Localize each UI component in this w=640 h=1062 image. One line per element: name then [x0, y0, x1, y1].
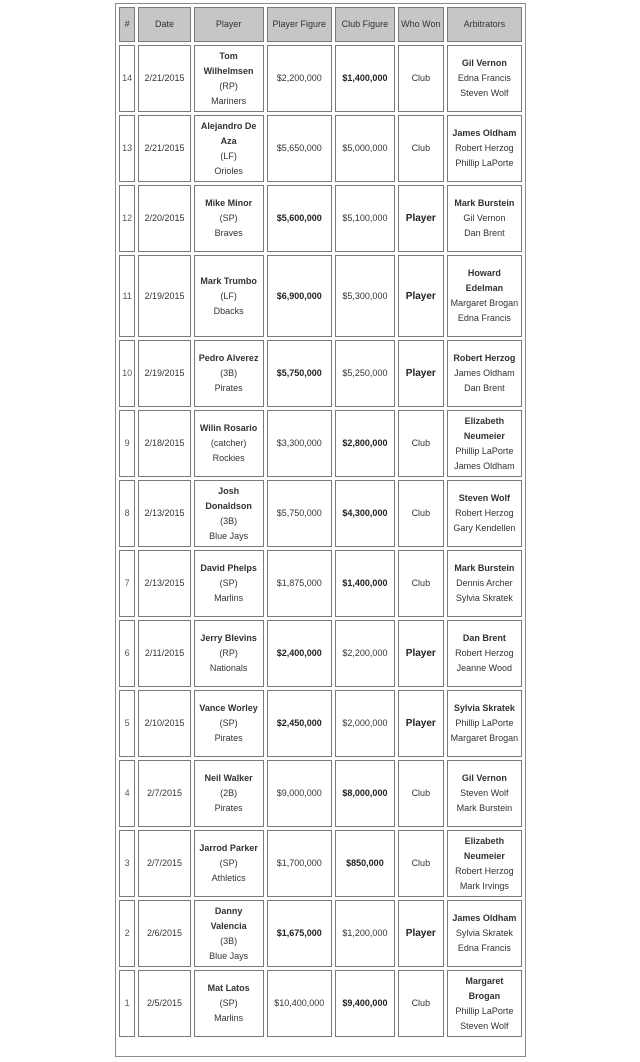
row-player-figure: $1,700,000	[267, 830, 332, 897]
player-name: Mat Latos	[207, 983, 250, 993]
row-player	[194, 550, 264, 617]
arbitrator-name: Mark Burstein	[454, 563, 515, 573]
row-winner: Club	[398, 115, 444, 182]
player-team: Pirates	[214, 803, 243, 813]
arbitrator-name: Dan Brent	[462, 633, 506, 643]
arbitrator-name: James Oldham	[452, 913, 517, 923]
row-winner: Club	[398, 970, 444, 1037]
row-winner: Club	[398, 480, 444, 547]
row-player-figure: $10,400,000	[267, 970, 332, 1037]
player-position: (SP)	[219, 718, 238, 728]
arbitrator-name: Dennis Archer	[456, 578, 513, 588]
row-date: 2/19/2015	[138, 340, 190, 407]
arbitrator-name: Jeanne Wood	[456, 663, 513, 673]
row-club-figure: $1,200,000	[335, 900, 395, 967]
table-row	[119, 760, 522, 827]
player-name: Pedro Alverez	[198, 353, 259, 363]
player-team: Pirates	[214, 733, 243, 743]
arbitrator-name: Dan Brent	[464, 383, 505, 393]
row-club-figure: $2,200,000	[335, 620, 395, 687]
arbitrator-name: Robert Herzog	[455, 508, 514, 518]
row-player-figure: $1,675,000	[267, 900, 332, 967]
arbitrator-name: Robert Herzog	[455, 648, 514, 658]
row-club-figure: $5,300,000	[335, 255, 395, 337]
player-team: Mariners	[211, 95, 247, 106]
player-position: (3B)	[220, 935, 238, 946]
row-date: 2/7/2015	[138, 830, 190, 897]
row-winner: Player	[398, 185, 444, 252]
player-name: Josh Donaldson	[205, 485, 252, 511]
row-number: 11	[119, 255, 135, 337]
row-arbitrators	[447, 340, 522, 407]
row-winner: Player	[398, 900, 444, 967]
arbitrator-name: Gil Vernon	[461, 58, 507, 68]
arbitrator-name: Mark Irvings	[459, 880, 509, 891]
player-name: Danny Valencia	[210, 905, 247, 931]
player-team: Blue Jays	[209, 530, 249, 541]
player-name: Neil Walker	[204, 773, 253, 783]
row-date: 2/21/2015	[138, 115, 190, 182]
arbitrator-name: Margaret Brogan	[450, 298, 519, 308]
arbitrator-name: Sylvia Skratek	[455, 928, 513, 938]
player-team: Blue Jays	[209, 950, 249, 961]
arbitrator-name: Steven Wolf	[460, 1020, 509, 1031]
row-winner: Club	[398, 830, 444, 897]
player-name: Mark Trumbo	[200, 275, 257, 286]
row-number: 8	[119, 480, 135, 547]
row-arbitrators	[447, 255, 522, 337]
table-row	[119, 255, 522, 337]
arbitrator-name: Margaret Brogan	[450, 733, 519, 743]
row-player	[194, 255, 264, 337]
row-club-figure: $4,300,000	[335, 480, 395, 547]
header-club-figure: Club Figure	[335, 7, 395, 42]
table-row	[119, 410, 522, 477]
row-number: 13	[119, 115, 135, 182]
arbitrator-name: Edna Francis	[457, 313, 511, 323]
row-arbitrators	[447, 410, 522, 477]
row-club-figure: $2,800,000	[335, 410, 395, 477]
arbitrator-name: Phillip LaPorte	[455, 718, 514, 728]
player-name: Jarrod Parker	[199, 843, 258, 853]
row-number: 9	[119, 410, 135, 477]
row-club-figure: $9,400,000	[335, 970, 395, 1037]
row-number: 7	[119, 550, 135, 617]
arbitrator-name: Margaret Brogan	[465, 975, 504, 1001]
row-date: 2/6/2015	[138, 900, 190, 967]
player-position: (SP)	[219, 213, 238, 223]
row-player	[194, 340, 264, 407]
player-position: (RP)	[219, 80, 238, 91]
player-team: Pirates	[214, 383, 243, 393]
arbitrator-name: James Oldham	[454, 368, 515, 378]
row-player	[194, 900, 264, 967]
player-position: (LF)	[220, 290, 237, 301]
row-number: 10	[119, 340, 135, 407]
player-position: (LF)	[220, 150, 237, 161]
row-player-figure: $2,450,000	[267, 690, 332, 757]
player-team: Dbacks	[213, 305, 244, 316]
row-date: 2/18/2015	[138, 410, 190, 477]
row-club-figure: $5,100,000	[335, 185, 395, 252]
header-player: Player	[194, 7, 264, 42]
arbitrator-name: Steven Wolf	[460, 88, 509, 98]
row-number: 4	[119, 760, 135, 827]
row-arbitrators	[447, 115, 522, 182]
player-position: (3B)	[220, 368, 238, 378]
row-club-figure: $5,250,000	[335, 340, 395, 407]
row-player-figure: $5,650,000	[267, 115, 332, 182]
player-name: Wilin Rosario	[199, 423, 258, 433]
header-who-won: Who Won	[398, 7, 444, 42]
table-row	[119, 185, 522, 252]
player-position: (SP)	[219, 998, 238, 1008]
arbitrator-name: Elizabeth Neumeier	[463, 835, 505, 861]
table-row	[119, 480, 522, 547]
table-row	[119, 550, 522, 617]
header-row	[119, 7, 522, 42]
row-club-figure: $5,000,000	[335, 115, 395, 182]
arbitrator-name: Gil Vernon	[461, 773, 507, 783]
row-club-figure: $2,000,000	[335, 690, 395, 757]
row-player	[194, 760, 264, 827]
player-name: Mike Minor	[205, 198, 253, 208]
table-row	[119, 340, 522, 407]
table-row	[119, 900, 522, 967]
player-name: David Phelps	[200, 563, 257, 573]
arbitrator-name: Edna Francis	[457, 943, 511, 953]
player-team: Orioles	[214, 165, 243, 176]
row-player	[194, 970, 264, 1037]
arbitrator-name: Mark Burstein	[454, 198, 515, 208]
player-name: Tom Wilhelmsen	[203, 50, 254, 76]
arbitrator-name: Robert Herzog	[455, 865, 514, 876]
row-number: 6	[119, 620, 135, 687]
table-row	[119, 830, 522, 897]
row-date: 2/21/2015	[138, 45, 190, 112]
table-row	[119, 690, 522, 757]
row-number: 5	[119, 690, 135, 757]
row-club-figure: $1,400,000	[335, 45, 395, 112]
row-date: 2/13/2015	[138, 480, 190, 547]
header-date: Date	[138, 7, 190, 42]
row-player	[194, 480, 264, 547]
player-name: Jerry Blevins	[200, 633, 257, 643]
row-winner: Club	[398, 45, 444, 112]
row-winner: Player	[398, 690, 444, 757]
row-player	[194, 620, 264, 687]
arbitrator-name: Phillip LaPorte	[455, 158, 514, 168]
arbitrator-name: Steven Wolf	[460, 788, 509, 798]
player-team: Braves	[214, 228, 243, 238]
row-arbitrators	[447, 480, 522, 547]
row-player-figure: $2,200,000	[267, 45, 332, 112]
row-winner: Club	[398, 550, 444, 617]
row-winner: Club	[398, 760, 444, 827]
arbitrator-name: Mark Burstein	[456, 803, 513, 813]
row-player-figure: $5,750,000	[267, 340, 332, 407]
player-position: (SP)	[219, 578, 238, 588]
row-arbitrators	[447, 830, 522, 897]
row-player	[194, 690, 264, 757]
row-club-figure: $1,400,000	[335, 550, 395, 617]
arbitrator-name: Gil Vernon	[463, 213, 506, 223]
row-winner: Player	[398, 255, 444, 337]
row-winner: Player	[398, 340, 444, 407]
row-player-figure: $9,000,000	[267, 760, 332, 827]
table-row	[119, 115, 522, 182]
row-arbitrators	[447, 185, 522, 252]
row-player-figure: $1,875,000	[267, 550, 332, 617]
row-player	[194, 410, 264, 477]
arbitrator-name: Phillip LaPorte	[455, 1005, 514, 1016]
row-date: 2/7/2015	[138, 760, 190, 827]
row-date: 2/5/2015	[138, 970, 190, 1037]
row-number: 2	[119, 900, 135, 967]
row-winner: Player	[398, 620, 444, 687]
row-date: 2/10/2015	[138, 690, 190, 757]
row-arbitrators	[447, 900, 522, 967]
arbitrator-name: Elizabeth Neumeier	[463, 415, 505, 441]
row-player-figure: $3,300,000	[267, 410, 332, 477]
arbitrator-name: Edna Francis	[457, 73, 511, 83]
row-arbitrators	[447, 970, 522, 1037]
row-date: 2/19/2015	[138, 255, 190, 337]
row-player	[194, 45, 264, 112]
player-team: Athletics	[211, 873, 246, 883]
row-player-figure: $2,400,000	[267, 620, 332, 687]
row-club-figure: $8,000,000	[335, 760, 395, 827]
row-player-figure: $6,900,000	[267, 255, 332, 337]
row-number: 12	[119, 185, 135, 252]
row-player	[194, 830, 264, 897]
arbitrator-name: Sylvia Skratek	[455, 593, 513, 603]
row-club-figure: $850,000	[335, 830, 395, 897]
arbitrator-name: Dan Brent	[464, 228, 505, 238]
row-number: 3	[119, 830, 135, 897]
player-team: Marlins	[214, 1013, 244, 1023]
player-position: (catcher)	[210, 438, 247, 448]
arbitration-table-container	[115, 3, 526, 1057]
row-player-figure: $5,750,000	[267, 480, 332, 547]
arbitrator-name: Howard Edelman	[465, 268, 504, 293]
row-arbitrators	[447, 550, 522, 617]
arbitrator-name: Gary Kendellen	[453, 523, 516, 533]
table-row	[119, 970, 522, 1037]
arbitration-results-table	[116, 4, 525, 1040]
header-player-figure: Player Figure	[267, 7, 332, 42]
header-arbitrators: Arbitrators	[447, 7, 522, 42]
player-team: Marlins	[214, 593, 244, 603]
row-player-figure: $5,600,000	[267, 185, 332, 252]
player-team: Rockies	[212, 453, 245, 463]
row-player	[194, 115, 264, 182]
arbitrator-name: Sylvia Skratek	[453, 703, 515, 713]
row-arbitrators	[447, 620, 522, 687]
player-name: Vance Worley	[199, 703, 258, 713]
row-winner: Club	[398, 410, 444, 477]
row-date: 2/11/2015	[138, 620, 190, 687]
row-date: 2/20/2015	[138, 185, 190, 252]
table-row	[119, 620, 522, 687]
player-position: (SP)	[219, 858, 238, 868]
arbitrator-name: James Oldham	[454, 460, 515, 471]
arbitrator-name: James Oldham	[452, 128, 517, 138]
row-player	[194, 185, 264, 252]
player-position: (RP)	[219, 648, 238, 658]
table-row	[119, 45, 522, 112]
row-date: 2/13/2015	[138, 550, 190, 617]
arbitrator-name: Robert Herzog	[455, 143, 514, 153]
row-number: 14	[119, 45, 135, 112]
row-arbitrators	[447, 45, 522, 112]
arbitrator-name: Steven Wolf	[458, 493, 511, 503]
row-arbitrators	[447, 760, 522, 827]
player-position: (3B)	[220, 515, 238, 526]
player-team: Nationals	[209, 663, 248, 673]
player-position: (2B)	[220, 788, 238, 798]
arbitrator-name: Phillip LaPorte	[455, 445, 514, 456]
row-number: 1	[119, 970, 135, 1037]
player-name: Alejandro De Aza	[200, 120, 257, 146]
header-number: #	[119, 7, 135, 42]
arbitrator-name: Robert Herzog	[453, 353, 516, 363]
row-arbitrators	[447, 690, 522, 757]
